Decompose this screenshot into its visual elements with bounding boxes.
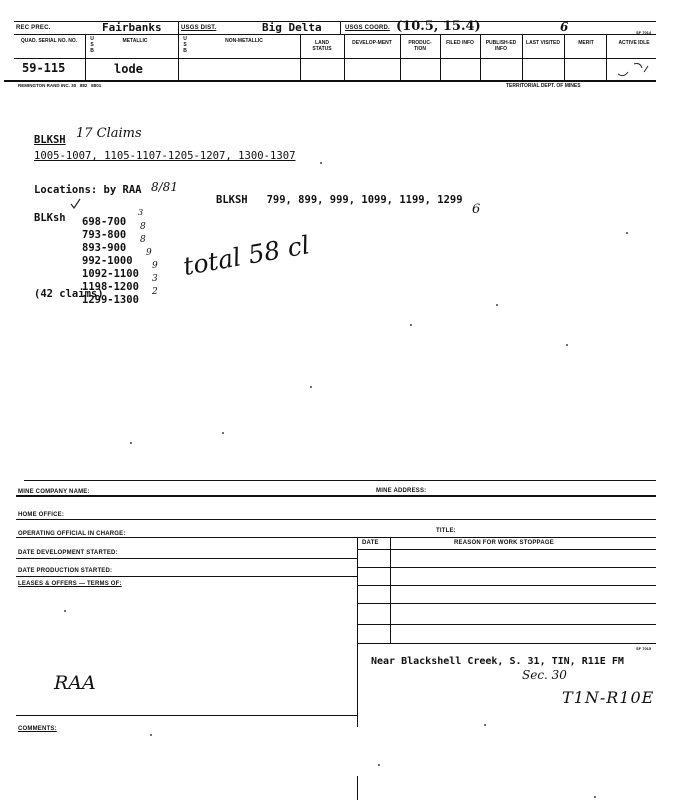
claims-total: (42 claims) (34, 288, 104, 300)
body-notes (0, 96, 678, 476)
leases-label: LEASES & OFFERS — TERMS OF: (18, 581, 122, 587)
col-filed-info: FILED INFO (446, 40, 474, 46)
active-idle-scribble-icon (614, 58, 654, 80)
mine-address-label: MINE ADDRESS: (376, 488, 427, 494)
usgs-coord-label: USGS COORD. (345, 25, 390, 31)
list-item: 793-800 8 (82, 222, 146, 241)
handwritten-township: T1N-R10E (562, 688, 655, 707)
usgs-coord-mark: 6 (560, 20, 569, 34)
handwritten-initials: RAA (54, 672, 96, 694)
printer-note: REMINGTON RAND INC. 30 882 8801 (18, 83, 102, 88)
blksh-handwritten-count: 6 (472, 202, 481, 217)
list-item: 698-700 3 (82, 208, 144, 228)
heading-handwritten-claims: 17 Claims (76, 126, 142, 141)
bottom-card-form (0, 476, 678, 806)
list-item: 1198-1200 3 (82, 274, 158, 293)
col-published-info: PUBLISH-ED INFO (485, 40, 517, 52)
mine-company-label: MINE COMPANY NAME: (18, 489, 90, 495)
list-item: 1092-1100 9 (82, 261, 158, 280)
col-last-visited: LAST VISITED (526, 40, 560, 46)
list-item: 1299-1300 2 (82, 287, 158, 306)
prod-started-label: DATE PRODUCTION STARTED: (18, 568, 113, 574)
home-office-label: HOME OFFICE: (18, 512, 65, 518)
locations-handwritten: 8/81 (151, 180, 178, 194)
usgs-dist-value: Big Delta (262, 21, 322, 34)
col-metallic: METALLIC (122, 38, 148, 44)
rec-prec-value: Fairbanks (102, 21, 162, 34)
col-development: DEVELOP-MENT (352, 40, 392, 46)
rec-prec-label: REC PREC. (16, 25, 51, 31)
form-code-top: SF 7014 (636, 30, 652, 35)
col-quad-serial: QUAD. SERIAL NO. NO. (20, 38, 78, 44)
heading-blksh: BLKSH (34, 134, 66, 146)
top-card-header (0, 0, 678, 96)
total-handwritten: total 58 cl (180, 230, 312, 281)
territorial-dept: TERRITORIAL DEPT. OF MINES (506, 83, 581, 89)
col-usb-metallic: U S B (90, 36, 94, 54)
col-usb-nonmetallic: U S B (183, 36, 187, 54)
title-label: TITLE: (436, 528, 456, 534)
list-prefix: BLKsh (34, 212, 66, 224)
date-col-label: DATE (362, 540, 379, 546)
dev-started-label: DATE DEVELOPMENT STARTED: (18, 550, 118, 556)
col-active-idle: ACTIVE IDLE (618, 40, 650, 46)
list-item: 893-900 8 (82, 235, 146, 254)
handwritten-sec: Sec. 30 (522, 668, 567, 682)
check-mark-icon (70, 198, 82, 210)
form-code-bottom: SF 7015 (636, 646, 652, 651)
usgs-coord-value: (10.5, 15.4) (396, 19, 481, 34)
operating-official-label: OPERATING OFFICIAL IN CHARGE: (18, 531, 126, 537)
location-text: Near Blackshell Creek, S. 31, TIN, R11E FM (371, 656, 624, 667)
claims-line: 1005-1007, 1105-1107-1205-1207, 1300-1307 (34, 150, 296, 162)
col-nonmetallic: NON-METALLIC (225, 38, 263, 44)
col-production: PRODUC-TION (408, 40, 432, 52)
metallic-value: lode (114, 62, 143, 76)
blksh-line: BLKSH 799, 899, 999, 1099, 1199, 1299 (216, 194, 463, 206)
quad-serial-value: 59-115 (22, 61, 66, 75)
comments-label: COMMENTS: (18, 726, 57, 732)
col-land-status: LAND STATUS (312, 40, 332, 52)
locations-label: Locations: by RAA (34, 184, 142, 196)
list-item: 992-1000 9 (82, 248, 152, 267)
col-merit: MERIT (578, 40, 594, 46)
reason-col-label: REASON FOR WORK STOPPAGE (454, 540, 554, 546)
usgs-dist-label: USGS DIST. (181, 25, 217, 31)
